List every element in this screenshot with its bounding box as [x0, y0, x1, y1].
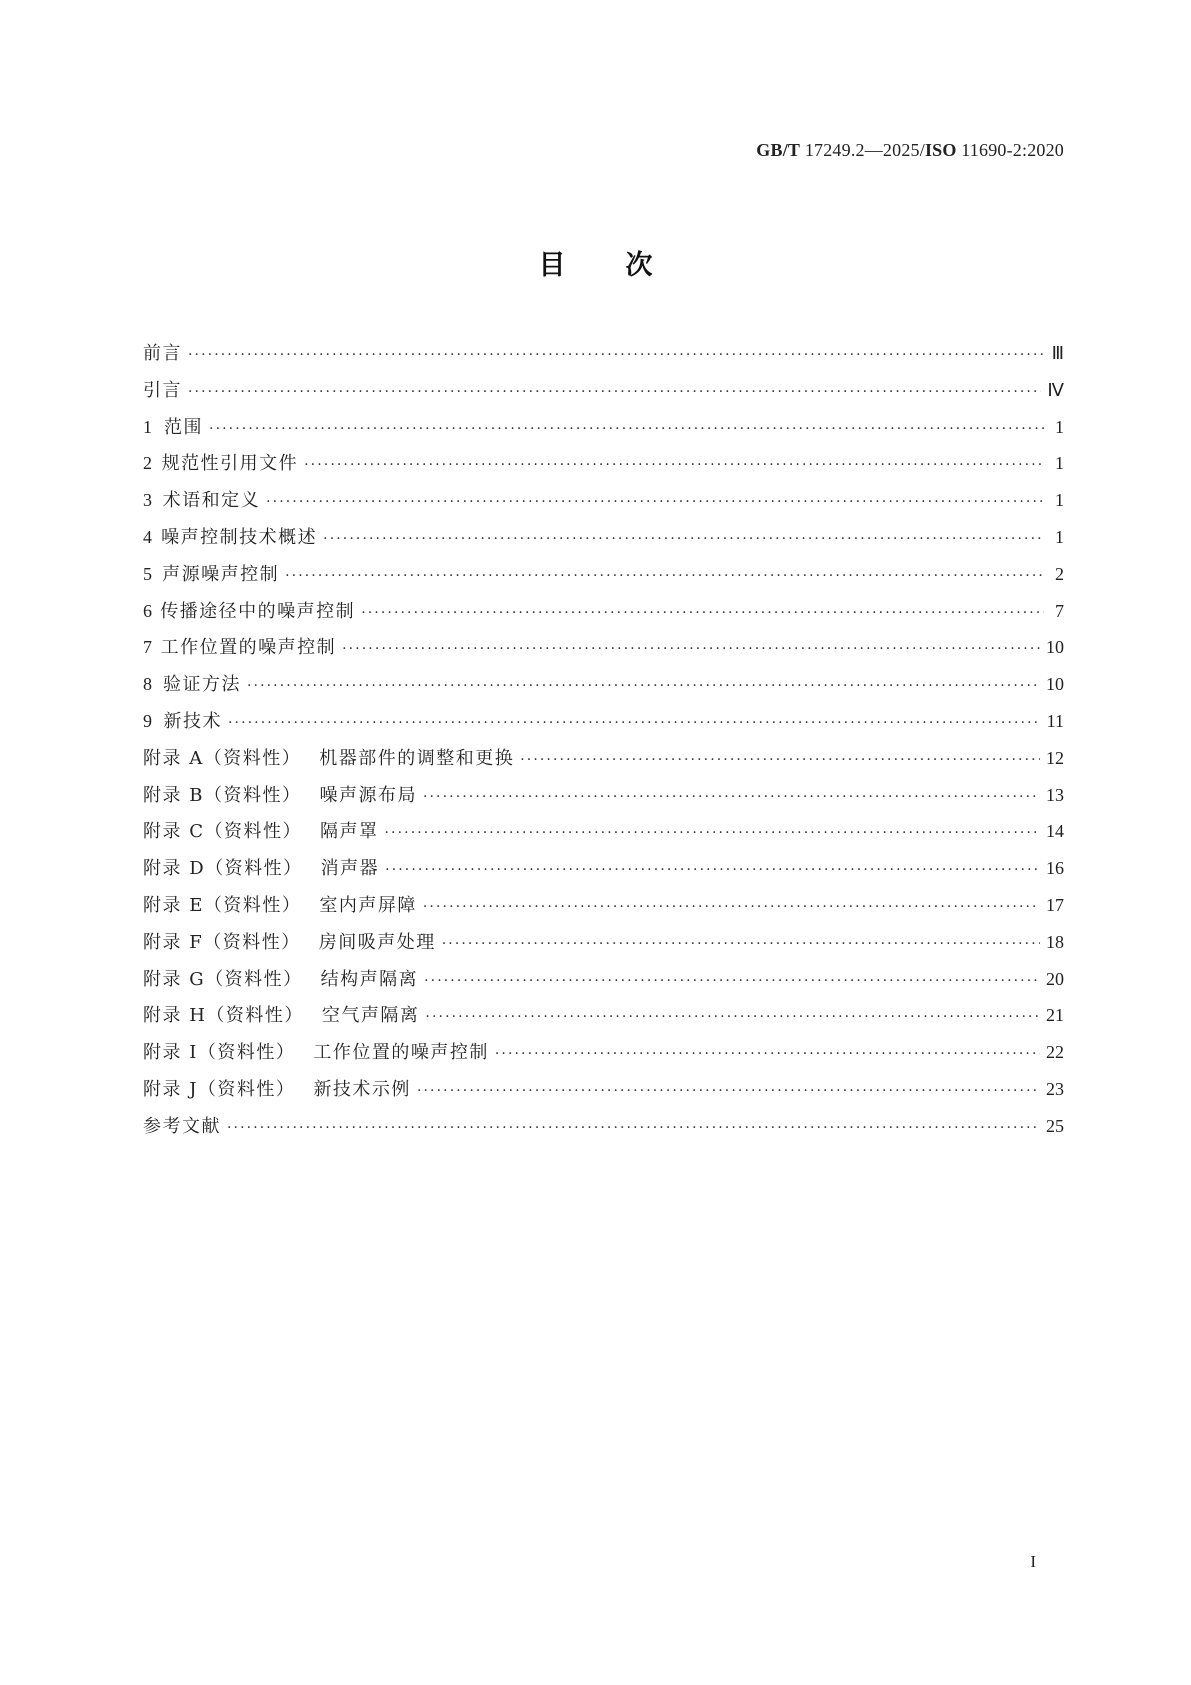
toc-entry-leader-dots — [342, 641, 1040, 657]
toc-entry-leader-dots — [285, 568, 1044, 584]
toc-entry-leader-dots — [495, 1046, 1040, 1062]
toc-entry-label: 隔声罩 — [320, 821, 379, 843]
toc-entry[interactable] — [143, 854, 1064, 891]
toc-entry[interactable] — [143, 413, 1064, 450]
toc-entry[interactable] — [143, 928, 1064, 965]
toc-entry-label: 术语和定义 — [162, 490, 261, 512]
toc-entry[interactable] — [143, 633, 1064, 670]
toc-entry-leader-dots — [227, 1120, 1040, 1136]
toc-entry-annex-prefix: 附录 H（资料性） — [143, 1005, 304, 1027]
toc-entry-annex-prefix: 附录 E（资料性） — [143, 894, 302, 916]
toc-entry-page: 16 — [1046, 858, 1064, 879]
toc-entry[interactable] — [143, 670, 1064, 707]
toc-entry-page: 20 — [1046, 968, 1064, 989]
toc-entry[interactable] — [143, 1112, 1064, 1149]
toc-entry-label: 验证方法 — [162, 674, 241, 696]
toc-entry-label: 工作位置的噪声控制 — [313, 1042, 489, 1064]
toc-entry-label: 房间吸声处理 — [318, 931, 436, 953]
toc-entry-label: 结构声隔离 — [320, 968, 419, 990]
standard-code-number: 17249.2—2025/ — [800, 140, 925, 160]
toc-entry[interactable] — [143, 817, 1064, 854]
toc-entry[interactable] — [143, 486, 1064, 523]
toc-entry-page: 10 — [1046, 674, 1064, 695]
toc-entry-number: 8 — [143, 674, 152, 695]
toc-entry[interactable] — [143, 523, 1064, 560]
toc-entry-label: 空气声隔离 — [321, 1005, 420, 1027]
toc-entry-label: 新技术 — [163, 710, 222, 732]
toc-entry-annex-prefix: 附录 B（资料性） — [143, 784, 302, 806]
toc-entry-leader-dots — [425, 1009, 1040, 1025]
toc-entry-number: 3 — [143, 490, 152, 511]
toc-entry-number: 2 — [143, 453, 152, 474]
toc-entry-page: 21 — [1046, 1005, 1064, 1026]
standard-code-gbt: GB/T — [756, 140, 801, 160]
toc-entry[interactable] — [143, 1038, 1064, 1075]
toc-entry-leader-dots — [417, 1083, 1040, 1099]
toc-entry-leader-dots — [423, 899, 1040, 915]
toc-entry-label: 工作位置的噪声控制 — [160, 637, 337, 659]
toc-entry-page: 7 — [1055, 600, 1064, 621]
standard-code-iso-number: 11690-2:2020 — [956, 140, 1064, 160]
toc-entry-number: 1 — [143, 416, 152, 437]
toc-entry-annex-prefix: 附录 F（资料性） — [143, 931, 301, 953]
toc-entry-annex-prefix: 附录 I（资料性） — [143, 1042, 296, 1064]
toc-entry-leader-dots — [228, 715, 1041, 731]
toc-entry-leader-dots — [385, 862, 1040, 878]
toc-entry[interactable] — [143, 965, 1064, 1002]
toc-entry-number: 6 — [143, 600, 152, 621]
toc-entry-page: 22 — [1046, 1042, 1064, 1063]
toc-entry-page: 25 — [1046, 1115, 1064, 1136]
toc-entry-leader-dots — [442, 936, 1040, 952]
toc-entry-label: 机器部件的调整和更换 — [319, 747, 515, 769]
toc-entry-leader-dots — [323, 531, 1044, 547]
toc-entry-page: Ⅳ — [1047, 379, 1064, 400]
toc-entry-label: 消声器 — [320, 858, 380, 880]
page-number: I — [1030, 1552, 1036, 1571]
toc-entry[interactable] — [143, 707, 1064, 744]
toc-entry-number: 4 — [143, 526, 152, 547]
toc-entry-number: 9 — [143, 710, 152, 731]
toc-entry-label: 声源噪声控制 — [162, 563, 280, 585]
toc-entry[interactable] — [143, 376, 1064, 413]
toc-entry[interactable] — [143, 744, 1064, 781]
page-title: 目次 — [538, 250, 713, 281]
toc-entry-label: 引言 — [143, 379, 182, 401]
table-of-contents — [143, 339, 1064, 1149]
toc-entry-leader-dots — [423, 789, 1040, 805]
toc-entry-label: 传播途径中的噪声控制 — [160, 600, 356, 622]
toc-entry-page: 2 — [1055, 563, 1064, 584]
toc-entry[interactable] — [143, 597, 1064, 634]
toc-entry-page: 11 — [1046, 710, 1064, 731]
toc-entry-leader-dots — [247, 678, 1040, 694]
toc-entry-page: 14 — [1046, 821, 1064, 842]
toc-entry-leader-dots — [361, 605, 1044, 621]
toc-entry[interactable] — [143, 781, 1064, 818]
toc-entry-leader-dots — [424, 973, 1040, 989]
toc-entry-leader-dots — [266, 494, 1044, 510]
standard-code-iso: ISO — [924, 140, 957, 160]
toc-entry-leader-dots — [188, 384, 1041, 400]
toc-entry-label: 噪声源布局 — [319, 784, 417, 806]
toc-entry-page: 1 — [1055, 416, 1064, 437]
toc-entry-leader-dots — [209, 421, 1044, 437]
toc-entry-page: 10 — [1046, 637, 1064, 658]
toc-entry-annex-prefix: 附录 J（资料性） — [143, 1078, 296, 1100]
toc-entry-page: 1 — [1055, 526, 1064, 547]
toc-entry-label: 新技术示例 — [313, 1078, 411, 1100]
toc-entry-label: 范围 — [164, 416, 204, 438]
toc-entry-page: 23 — [1046, 1078, 1064, 1099]
toc-entry-label: 参考文献 — [143, 1115, 221, 1137]
toc-entry[interactable] — [143, 449, 1064, 486]
toc-entry[interactable] — [143, 339, 1064, 376]
toc-entry-page: 12 — [1046, 747, 1064, 768]
toc-entry-label: 规范性引用文件 — [161, 453, 299, 475]
toc-entry[interactable] — [143, 1001, 1064, 1038]
toc-entry-label: 噪声控制技术概述 — [161, 526, 318, 548]
toc-entry-leader-dots — [385, 825, 1041, 841]
toc-entry-page: 13 — [1046, 784, 1064, 805]
standard-code — [756, 140, 1064, 161]
toc-entry-leader-dots — [188, 347, 1044, 363]
toc-entry-number: 7 — [143, 637, 152, 658]
toc-entry-label: 前言 — [143, 343, 182, 364]
toc-entry-page: 18 — [1046, 931, 1064, 952]
toc-entry-page: Ⅲ — [1051, 343, 1064, 363]
toc-entry-number: 5 — [143, 563, 152, 584]
toc-entry-annex-prefix: 附录 G（资料性） — [143, 968, 303, 990]
toc-entry-page: 1 — [1055, 490, 1064, 511]
toc-entry[interactable] — [143, 560, 1064, 597]
toc-entry-annex-prefix: 附录 C（资料性） — [143, 821, 302, 843]
toc-entry-annex-prefix: 附录 A（资料性） — [143, 747, 302, 769]
toc-entry-leader-dots — [520, 752, 1040, 768]
toc-entry[interactable] — [143, 891, 1064, 928]
toc-entry-annex-prefix: 附录 D（资料性） — [143, 858, 303, 880]
toc-entry-page: 1 — [1055, 453, 1064, 474]
toc-entry-leader-dots — [304, 457, 1044, 473]
toc-entry[interactable] — [143, 1075, 1064, 1112]
toc-entry-label: 室内声屏障 — [319, 894, 417, 916]
toc-entry-page: 17 — [1046, 894, 1064, 915]
